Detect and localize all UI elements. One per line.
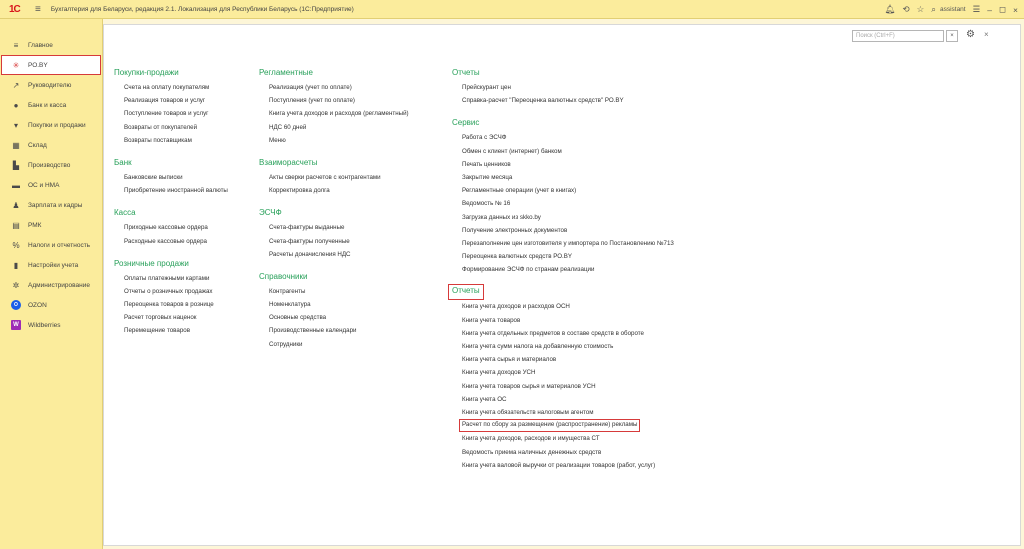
command-link[interactable]: Поступления (учет по оплате) <box>269 97 355 105</box>
command-link[interactable]: Печать ценников <box>462 160 511 168</box>
sidebar-item-rmk[interactable]: ▤ РМК <box>12 220 42 230</box>
ozon-icon: O <box>11 300 21 310</box>
command-link[interactable]: Отчеты о розничных продажах <box>124 287 213 295</box>
close-panel-icon[interactable]: × <box>984 30 989 39</box>
section-title: ЭСЧФ <box>259 208 282 218</box>
book-icon: ▮ <box>13 260 19 270</box>
column-3 <box>452 65 832 472</box>
search-input[interactable]: Поиск (Ctrl+F) <box>852 30 944 42</box>
command-link[interactable]: Работа с ЭСЧФ <box>462 134 507 142</box>
register-icon: ▤ <box>12 220 20 230</box>
person-icon: ♟ <box>12 200 20 210</box>
asterisk-icon: ✳ <box>12 60 20 70</box>
section-list <box>259 81 439 147</box>
app-logo: 1С <box>9 3 20 15</box>
command-link[interactable]: Номенклатура <box>269 301 311 309</box>
user-name[interactable]: assistant <box>939 6 966 13</box>
percent-icon: % <box>12 240 20 250</box>
command-link[interactable]: Книга учета товаров сырья и материалов УСН <box>462 382 596 390</box>
main-menu-icon[interactable]: ≡ <box>35 3 41 15</box>
command-link[interactable]: Книга учета сумм налога на добавленную стоимость <box>462 343 614 350</box>
section-list <box>452 131 832 276</box>
command-link[interactable]: Справка-расчет "Переоценка валютных средств" РО.BY <box>462 97 624 105</box>
search-icon[interactable]: ⌕ <box>931 4 936 14</box>
section-title: Сервис <box>452 118 480 128</box>
sidebar-item-wildberries[interactable]: W Wildberries <box>0 315 102 335</box>
truck-icon: ▬ <box>12 180 20 190</box>
sidebar-item-bank[interactable]: ● Банк и касса <box>0 95 102 115</box>
command-link-highlighted[interactable]: Расчет по сбору за размещение (распространение) рекламы <box>459 419 640 432</box>
wildberries-icon: W <box>11 320 21 330</box>
command-link[interactable]: Прейскурант цен <box>462 84 511 91</box>
command-link[interactable]: Реализация (учет по оплате) <box>269 84 352 91</box>
search-clear-button[interactable]: × <box>946 30 958 42</box>
bell-icon[interactable]: 🔔︎ <box>884 4 896 14</box>
sections-panel <box>0 19 103 549</box>
section-list <box>259 285 439 351</box>
command-link[interactable]: Счета-фактуры полученные <box>269 237 350 245</box>
command-link[interactable]: Получение электронных документов <box>462 226 568 234</box>
sidebar-item-fixed-assets[interactable]: ▬ ОС и НМА <box>12 180 60 190</box>
command-link[interactable]: Ведомость № 16 <box>462 200 511 208</box>
command-link[interactable]: Производственные календари <box>269 327 357 335</box>
sidebar-item-director[interactable]: ↗ Руководителю <box>12 80 72 90</box>
sidebar-item-salary[interactable]: ♟ Зарплата и кадры <box>12 200 83 210</box>
section-list <box>114 81 254 147</box>
section-title: Покупки-продажи <box>114 68 179 77</box>
command-link[interactable]: Обмен с клиент (интернет) банком <box>462 147 562 155</box>
command-link[interactable]: Счета-фактуры выданные <box>269 224 345 232</box>
command-link[interactable]: Возвраты поставщикам <box>124 136 192 144</box>
trend-icon: ↗ <box>12 80 20 90</box>
command-link[interactable]: Приходные кассовые ордера <box>124 224 208 232</box>
command-link[interactable]: Расчеты доначисления НДС <box>269 250 351 258</box>
section-list <box>114 171 254 197</box>
command-link[interactable]: Основные средства <box>269 314 327 322</box>
command-link[interactable]: Загрузка данных из skko.by <box>462 213 541 221</box>
sidebar-item-warehouse[interactable]: ▦ Склад <box>12 140 47 150</box>
settings-gear-icon[interactable]: ⚙ <box>966 29 975 40</box>
command-link[interactable]: Корректировка долга <box>269 187 330 195</box>
bank-icon: ● <box>13 100 19 110</box>
command-link[interactable]: Регламентные операции (учет в книгах) <box>462 187 577 195</box>
settings-menu-icon[interactable]: ☰ <box>972 4 981 14</box>
section-list <box>452 300 832 471</box>
command-link[interactable]: Перезаполнение цен изготовителя у импортера по Постановлению №713 <box>462 239 674 247</box>
section-title: Касса <box>114 208 136 218</box>
section-title: Банк <box>114 157 132 167</box>
section-list <box>259 221 439 261</box>
command-link[interactable]: Книга учета доходов и расходов (регламентный) <box>269 110 409 118</box>
sidebar-item-taxes[interactable]: % Налоги и отчетность <box>12 240 91 250</box>
section-title: Регламентные <box>259 68 313 77</box>
factory-icon: ▙ <box>12 160 20 170</box>
section-list <box>114 221 254 247</box>
close-window-icon[interactable]: × <box>1013 4 1018 15</box>
command-link[interactable]: Книга учета доходов, расходов и имущества СТ <box>462 435 600 443</box>
section-title: Отчеты <box>452 68 480 77</box>
section-title: Взаиморасчеты <box>259 157 318 167</box>
command-link[interactable]: Реализация товаров и услуг <box>124 97 206 105</box>
command-link[interactable]: Закрытие месяца <box>462 173 513 181</box>
command-link[interactable]: Акты сверки расчетов с контрагентами <box>269 173 381 181</box>
command-link[interactable]: Книга учета доходов УСН <box>462 369 536 377</box>
command-link[interactable]: Книга учета обязательств налоговым агентом <box>462 408 594 416</box>
sidebar-item-purchases-sales[interactable]: ▾ Покупки и продажи <box>0 115 102 135</box>
section-content <box>103 24 1021 546</box>
command-link[interactable]: Переоценка товаров в рознице <box>124 301 214 309</box>
section-list <box>452 81 832 107</box>
command-link[interactable]: Формирование ЭСЧФ по странам реализации <box>462 266 595 274</box>
command-link[interactable]: Расходные кассовые ордера <box>124 237 207 245</box>
sidebar-item-production[interactable]: ▙ Производство <box>12 160 71 170</box>
sidebar-item-admin[interactable]: ✲ Администрирование <box>12 280 90 290</box>
menu-icon: ≡ <box>13 40 19 50</box>
command-link[interactable]: Книга учета сырья и материалов <box>462 356 557 364</box>
command-link[interactable]: Сотрудники <box>269 340 303 348</box>
command-link[interactable]: Книга учета доходов и расходов ОСН <box>462 303 570 311</box>
section-title-highlighted: Отчеты <box>448 284 484 300</box>
command-link[interactable]: Поступление товаров и услуг <box>124 110 209 118</box>
section-list <box>259 171 439 197</box>
command-link[interactable]: Приобретение иностранной валюты <box>124 187 228 195</box>
sidebar-item-ro-by[interactable]: ✳ РО.BY <box>1 55 101 75</box>
maximize-icon[interactable]: ◻ <box>998 4 1007 14</box>
command-link[interactable]: Возвраты от покупателей <box>124 123 198 131</box>
sidebar-item-ozon[interactable]: O OZON <box>0 295 102 315</box>
column-2 <box>259 65 439 351</box>
section-title: Справочники <box>259 271 308 281</box>
command-link[interactable]: Расчет торговых наценок <box>124 314 197 322</box>
warehouse-icon: ▦ <box>12 140 20 150</box>
command-link[interactable]: Меню <box>269 136 286 144</box>
section-title: Розничные продажи <box>114 258 189 268</box>
command-link[interactable]: Переоценка валютных средств РО.BY <box>462 253 572 261</box>
history-icon[interactable]: ⟲ <box>902 4 910 14</box>
gear-icon: ✲ <box>12 280 20 290</box>
command-link[interactable]: Контрагенты <box>269 287 306 295</box>
command-link[interactable]: НДС 60 дней <box>269 123 307 131</box>
sidebar-item-main[interactable]: ≡ Главное <box>0 35 102 55</box>
window-title: Бухгалтерия для Беларуси, редакция 2.1. Локализация для Республики Беларусь (1С:Предприятие) <box>50 5 354 13</box>
command-link[interactable]: Ведомость приема наличных денежных средств <box>462 448 602 456</box>
cart-icon: ▾ <box>13 120 18 130</box>
minimize-icon[interactable]: – <box>987 4 992 15</box>
command-link[interactable]: Банковские выписки <box>124 173 183 181</box>
command-link[interactable]: Книга учета ОС <box>462 395 507 403</box>
command-link[interactable]: Счета на оплату покупателям <box>124 84 210 91</box>
sidebar-item-settings[interactable]: ▮ Настройки учета <box>0 255 102 275</box>
column-1 <box>114 65 254 338</box>
command-link[interactable]: Оплаты платежными картами <box>124 274 210 282</box>
command-link[interactable]: Книга учета товаров <box>462 316 521 324</box>
command-link[interactable]: Перемещение товаров <box>124 327 190 335</box>
command-link[interactable]: Книга учета отдельных предметов в составе средств в обороте <box>462 329 644 337</box>
section-list <box>114 272 254 338</box>
star-icon[interactable]: ☆ <box>916 4 925 14</box>
title-bar <box>0 0 1024 19</box>
command-link[interactable]: Книга учета валовой выручки от реализации товаров (работ, услуг) <box>462 461 656 469</box>
